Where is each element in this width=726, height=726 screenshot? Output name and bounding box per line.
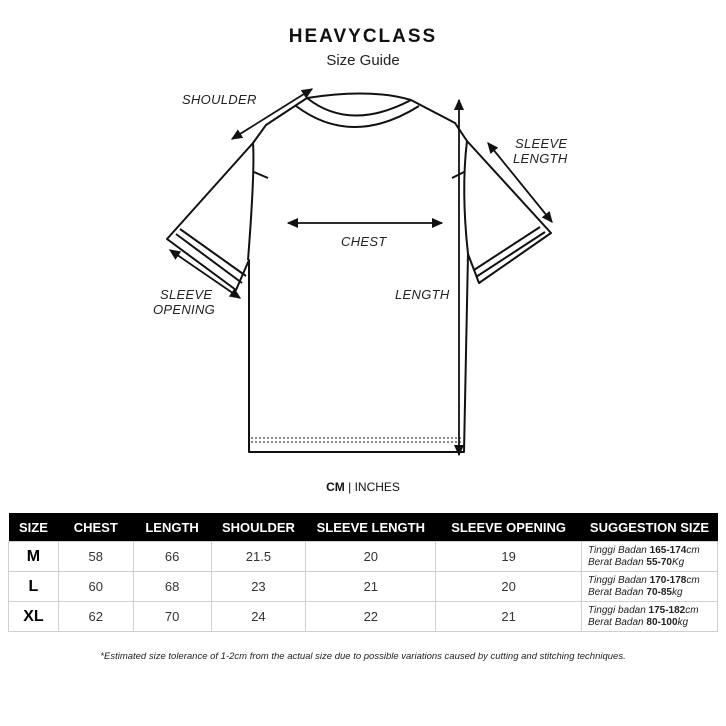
table-row [9, 602, 718, 632]
cell-chest: 60 [58, 572, 133, 602]
cell-suggestion: Tinggi badan 175-182cm Berat Badan 80-100kg [582, 602, 718, 632]
cell-size: L [9, 572, 59, 602]
cell-size: M [9, 542, 59, 572]
label-sleeve-length-2: LENGTH [513, 151, 568, 166]
cell-length: 68 [133, 572, 211, 602]
cell-sleeve-length: 20 [306, 542, 436, 572]
brand-title: HEAVYCLASS [288, 26, 438, 47]
cell-suggestion: Tinggi Badan 165-174cm Berat Badan 55-70Kg [582, 542, 718, 572]
unit-toggle [0, 480, 726, 494]
header-shoulder: SHOULDER [211, 513, 306, 542]
cell-chest: 58 [58, 542, 133, 572]
header-suggestion-size: SUGGESTION SIZE [582, 513, 718, 542]
cell-sleeve-length: 22 [306, 602, 436, 632]
cell-length: 70 [133, 602, 211, 632]
label-length: LENGTH [395, 287, 450, 302]
label-sleeve-length-1: SLEEVE [515, 136, 568, 151]
unit-separator: | [348, 480, 352, 494]
cell-length: 66 [133, 542, 211, 572]
unit-cm[interactable]: CM [326, 480, 345, 494]
cell-sleeve-opening: 21 [436, 602, 582, 632]
header-length: LENGTH [133, 513, 211, 542]
footnote: *Estimated size tolerance of 1-2cm from the actual size due to possible variations caused by cutting and stitching techniques. [100, 651, 626, 662]
table-row [9, 572, 718, 602]
label-sleeve-opening-2: OPENING [153, 302, 216, 317]
header-chest: CHEST [58, 513, 133, 542]
cell-sleeve-length: 21 [306, 572, 436, 602]
label-shoulder: SHOULDER [182, 92, 257, 107]
cell-sleeve-opening: 20 [436, 572, 582, 602]
table-row [9, 542, 718, 572]
header-sleeve-length: SLEEVE LENGTH [306, 513, 436, 542]
header-sleeve-opening: SLEEVE OPENING [436, 513, 582, 542]
cell-suggestion: Tinggi Badan 170-178cm Berat Badan 70-85kg [582, 572, 718, 602]
cell-shoulder: 21.5 [211, 542, 306, 572]
cell-size: XL [9, 602, 59, 632]
size-table [8, 513, 718, 632]
label-sleeve-opening-1: SLEEVE [160, 287, 213, 302]
page-subtitle: Size Guide [326, 52, 400, 69]
cell-sleeve-opening: 19 [436, 542, 582, 572]
label-chest: CHEST [341, 234, 387, 249]
cell-chest: 62 [58, 602, 133, 632]
unit-inches[interactable]: INCHES [354, 480, 400, 494]
table-header-row [9, 513, 718, 542]
tshirt-outline [167, 93, 551, 452]
header-size: SIZE [9, 513, 59, 542]
cell-shoulder: 24 [211, 602, 306, 632]
cell-shoulder: 23 [211, 572, 306, 602]
